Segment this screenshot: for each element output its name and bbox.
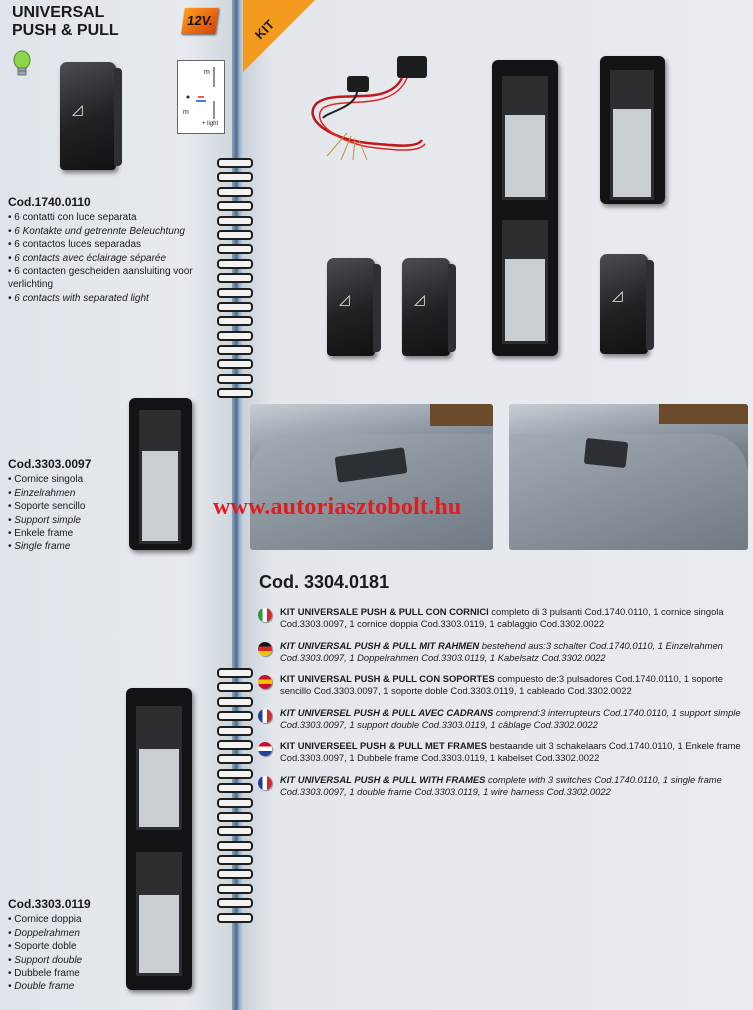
product-description-item: • 6 contacts avec éclairage séparée	[8, 252, 218, 265]
diagram-label-light: + light	[202, 121, 219, 127]
kit-double-frame-image	[492, 60, 558, 356]
kit-switch-image-3	[600, 254, 648, 354]
spiral-coil	[217, 855, 253, 865]
spiral-coil	[217, 359, 253, 369]
page-title	[12, 4, 119, 40]
kit-single-frame-image	[600, 56, 665, 204]
product-description-item: • 6 contacts with separated light	[8, 292, 218, 305]
spiral-coil	[217, 230, 253, 240]
kit-description-title: KIT UNIVERSAL PUSH & PULL MIT RAHMEN	[280, 639, 480, 651]
single-frame-image	[129, 398, 192, 550]
wire-harness-image	[307, 48, 437, 173]
product-description-item: • Double frame	[8, 980, 123, 993]
kit-description-title: KIT UNIVERSALE PUSH & PULL CON CORNICI	[280, 606, 489, 617]
spiral-coil	[217, 273, 253, 283]
product-single-frame-block	[8, 458, 123, 554]
voltage-badge: 12V.	[181, 8, 219, 34]
product-description-item: • 6 contactos luces separadas	[8, 238, 218, 251]
product-description-list	[8, 211, 218, 305]
spiral-coil	[217, 682, 253, 692]
kit-description-text: bestaande uit 3 schakelaars Cod.1740.0110, 1 Enkele frame Cod.3303.0097, 1 Dubbele frame Cod.3303.0119, 1 kabelset Cod.3302.0022	[280, 740, 741, 764]
flag-uk-icon	[258, 776, 272, 790]
light-bulb-icon	[12, 50, 32, 83]
product-description-item: • Cornice singola	[8, 473, 123, 486]
product-description-item: • Single frame	[8, 540, 123, 553]
kit-banner-label: KIT	[251, 16, 278, 43]
spiral-coil	[217, 783, 253, 793]
product-description-item: • Soporte doble	[8, 940, 123, 953]
kit-description-text: comprend:3 interrupteurs Cod.1740.0110, 1 support simple Cod.3303.0097, 1 support double Cod.3303.0119, 1 câblage Cod.3302.0022	[280, 706, 741, 730]
spiral-coil	[217, 711, 253, 721]
website-watermark: www.autoriasztobolt.hu	[213, 494, 462, 520]
spiral-coil	[217, 244, 253, 254]
kit-description-text: bestehend aus:3 schalter Cod.1740.0110, 1 Einzelrahmen Cod.3303.0097, 1 Doppelrahmen Cod.3303.0119, 1 Kabelsatz Cod.3302.0022	[280, 639, 723, 663]
spiral-coil	[217, 216, 253, 226]
spiral-coil	[217, 898, 253, 908]
flag-de-icon	[258, 642, 272, 656]
product-code: Cod.3303.0097	[8, 457, 92, 471]
push-pull-switch-image	[60, 62, 116, 170]
product-description-item: • Support simple	[8, 514, 123, 527]
product-description-item: • Enkele frame	[8, 527, 123, 540]
spiral-coil	[217, 388, 253, 398]
window-lift-icon: ◿	[72, 102, 83, 118]
product-description-item: • Einzelrahmen	[8, 487, 123, 500]
product-code: Cod.1740.0110	[8, 195, 91, 209]
spiral-coil	[217, 331, 253, 341]
wiring-diagram	[177, 60, 225, 134]
spiral-coil	[217, 812, 253, 822]
spiral-coils-upper	[217, 158, 253, 403]
kit-corner-banner	[243, 0, 315, 72]
spiral-coil	[217, 158, 253, 168]
product-switch-block	[8, 196, 218, 305]
spiral-coil	[217, 754, 253, 764]
flag-es-icon	[258, 675, 272, 689]
flag-fr-icon	[258, 709, 272, 723]
kit-description-title: KIT UNIVERSAL PUSH & PULL WITH FRAMES	[280, 773, 486, 785]
spiral-coil	[217, 740, 253, 750]
product-description-item: • Soporte sencillo	[8, 500, 123, 513]
kit-language-descriptions	[258, 606, 748, 808]
flag-nl-icon	[258, 742, 272, 756]
kit-description-nl	[258, 740, 748, 764]
spiral-coil	[217, 726, 253, 736]
diagram-label-m-top: m	[204, 69, 210, 76]
product-description-list	[8, 473, 123, 553]
title-line-2: PUSH & PULL	[12, 22, 119, 39]
spiral-coil	[217, 869, 253, 879]
product-description-item: • Cornice doppia	[8, 913, 123, 926]
kit-description-uk	[258, 774, 748, 798]
spiral-coils-lower	[217, 668, 253, 927]
kit-description-text: complete with 3 switches Cod.1740.0110, 1 single frame Cod.3303.0097, 1 double frame Cod.3303.0119, 1 wire harness Cod.3302.0022	[280, 773, 722, 797]
spiral-coil	[217, 374, 253, 384]
kit-switch-image-2	[402, 258, 450, 356]
spiral-coil	[217, 913, 253, 923]
window-lift-icon: ◿	[612, 288, 623, 304]
kit-code: Cod. 3304.0181	[259, 572, 390, 592]
kit-description-fr	[258, 707, 748, 731]
spiral-coil	[217, 841, 253, 851]
kit-description-title: KIT UNIVERSEL PUSH & PULL AVEC CADRANS	[280, 706, 494, 718]
product-description-item: • 6 contatti con luce separata	[8, 211, 218, 224]
product-description-item: • Support double	[8, 954, 123, 967]
kit-description-text: compuesto de:3 pulsadores Cod.1740.0110, 1 soporte sencillo Cod.3303.0097, 1 soporte doble Cod.3303.0119, 1 cableado Cod.3302.0022	[280, 673, 723, 697]
spiral-coil	[217, 172, 253, 182]
kit-description-de	[258, 640, 748, 664]
window-lift-icon: ◿	[339, 292, 350, 308]
window-lift-icon: ◿	[414, 292, 425, 308]
diagram-label-m-bottom: m	[183, 109, 189, 116]
spiral-coil	[217, 769, 253, 779]
spiral-coil	[217, 884, 253, 894]
spiral-coil	[217, 826, 253, 836]
title-line-1: UNIVERSAL	[12, 4, 105, 21]
spiral-coil	[217, 288, 253, 298]
door-panel-photo-single	[509, 404, 748, 550]
product-description-item: • 6 Kontakte und getrennte Beleuchtung	[8, 225, 218, 238]
kit-description-title: KIT UNIVERSEEL PUSH & PULL MET FRAMES	[280, 740, 487, 752]
spiral-coil	[217, 345, 253, 355]
kit-description-title: KIT UNIVERSAL PUSH & PULL CON SOPORTES	[280, 673, 495, 685]
double-frame-image	[126, 688, 192, 990]
product-description-item: • 6 contacten gescheiden aansluiting voor verlichting	[8, 265, 218, 292]
spiral-coil	[217, 259, 253, 269]
spiral-coil	[217, 697, 253, 707]
product-code: Cod.3303.0119	[8, 897, 91, 911]
spiral-coil	[217, 798, 253, 808]
product-description-item: • Doppelrahmen	[8, 927, 123, 940]
spiral-coil	[217, 668, 253, 678]
spiral-coil	[217, 201, 253, 211]
flag-it-icon	[258, 608, 272, 622]
spiral-coil	[217, 187, 253, 197]
spiral-coil	[217, 316, 253, 326]
product-description-list	[8, 913, 123, 993]
kit-switch-image-1	[327, 258, 375, 356]
kit-description-it	[258, 606, 748, 630]
door-panel-photo-double	[250, 404, 493, 550]
product-double-frame-block	[8, 898, 123, 994]
spiral-coil	[217, 302, 253, 312]
kit-description-text: completo di 3 pulsanti Cod.1740.0110, 1 cornice singola Cod.3303.0097, 1 cornice doppia Cod.3303.0119, 1 cablaggio Cod.3302.0022	[280, 606, 724, 629]
kit-description-es	[258, 673, 748, 697]
product-description-item: • Dubbele frame	[8, 967, 123, 980]
